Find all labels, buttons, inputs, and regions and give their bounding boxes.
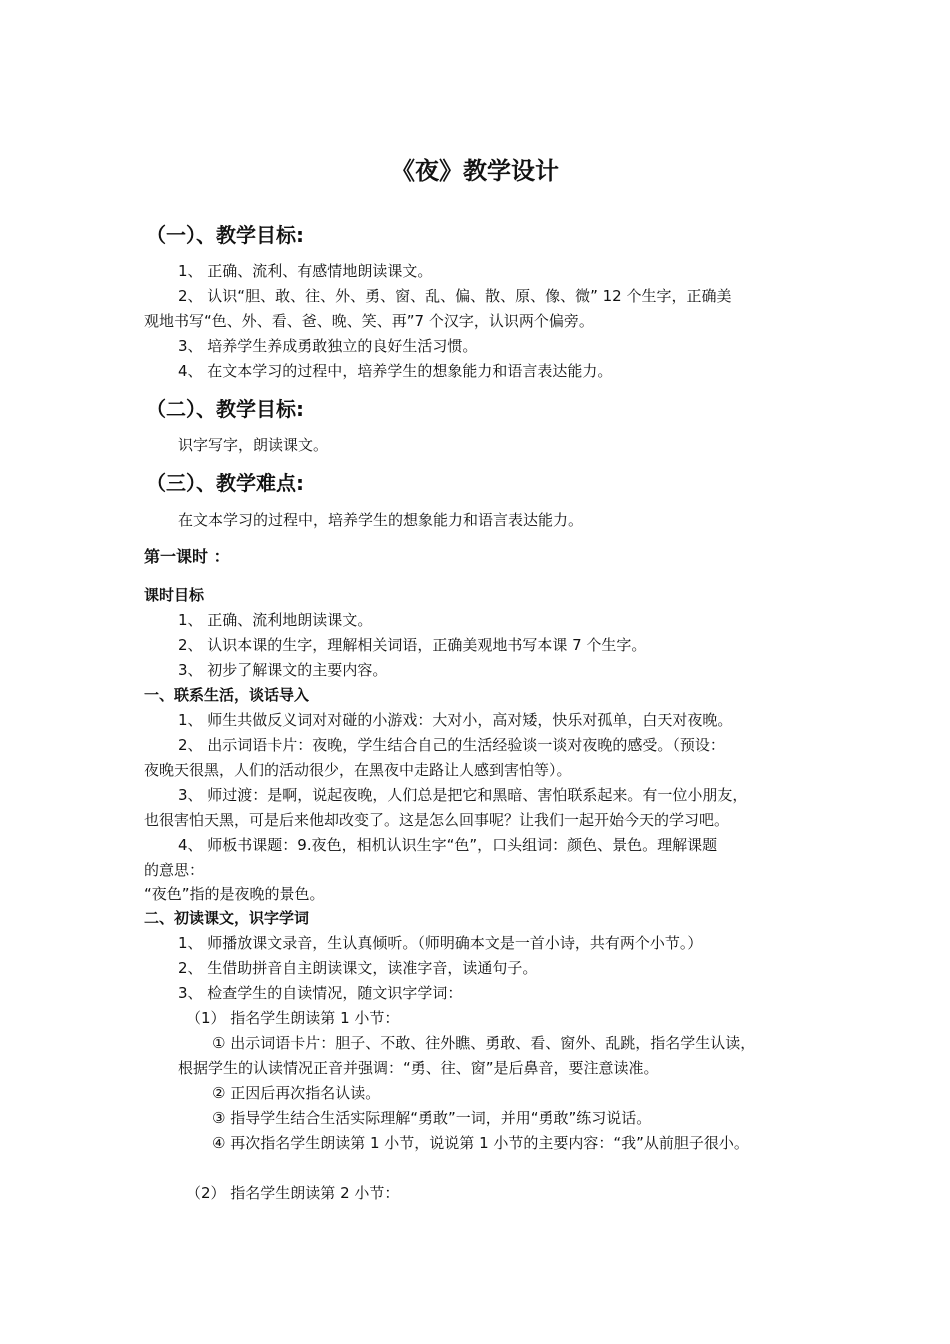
step-item: 2、 出示词语卡片：夜晚，学生结合自己的生活经验谈一谈对夜晚的感受。（预设： — [178, 736, 725, 754]
step-item: 1、 师播放课文录音，生认真倾听。（师明确本文是一首小诗，共有两个小节。） — [178, 934, 703, 952]
goal-item: 3、 培养学生养成勇敢独立的良好生活习惯。 — [178, 337, 478, 355]
step-item-continued: 夜晚天很黑，人们的活动很少，在黑夜中走路让人感到害怕等）。 — [144, 761, 572, 779]
sub-step-detail: ③ 指导学生结合生活实际理解“勇敢”一词，并用“勇敢”练习说话。 — [212, 1109, 652, 1127]
lesson-goal-item: 1、 正确、流利地朗读课文。 — [178, 611, 373, 629]
lesson-goal-item: 2、 认识本课的生字，理解相关词语，正确美观地书写本课 7 个生字。 — [178, 636, 647, 654]
sub-step-item: （1） 指名学生朗读第 1 小节： — [186, 1009, 400, 1027]
goal-item: 4、 在文本学习的过程中，培养学生的想象能力和语言表达能力。 — [178, 362, 613, 380]
lesson-goals-heading: 课时目标 — [144, 586, 205, 604]
section-heading-difficulty: （三）、教学难点: — [146, 471, 304, 495]
sub-step-detail-continued: 根据学生的认读情况正音并强调：“勇、往、窗”是后鼻音，要注意读准。 — [178, 1059, 659, 1077]
section-heading-goals-2: （二）、教学目标: — [146, 397, 304, 421]
step-item-continued: “夜色”指的是夜晚的景色。 — [144, 885, 325, 903]
sub-step-item: （2） 指名学生朗读第 2 小节： — [186, 1184, 400, 1202]
part-heading: 一、联系生活，谈话导入 — [144, 686, 310, 704]
sub-step-detail: ② 正因后再次指名认读。 — [212, 1084, 381, 1102]
step-item: 3、 检查学生的自读情况，随文识字学词： — [178, 984, 463, 1002]
step-item-continued: 的意思： — [144, 861, 205, 879]
section-text: 在文本学习的过程中，培养学生的想象能力和语言表达能力。 — [178, 511, 584, 529]
step-item: 4、 师板书课题：9.夜色，相机认识生字“色”，口头组词：颜色、景色。理解课题 — [178, 836, 718, 854]
sub-step-detail: ① 出示词语卡片：胆子、不敢、往外瞧、勇敢、看、窗外、乱跳，指名学生认读， — [212, 1034, 756, 1052]
lesson-goal-item: 3、 初步了解课文的主要内容。 — [178, 661, 388, 679]
step-item-continued: 也很害怕天黑，可是后来他却改变了。这是怎么回事呢？让我们一起开始今天的学习吧。 — [144, 811, 730, 829]
document-title: 《夜》教学设计 — [391, 157, 559, 185]
lesson-heading: 第一课时 ： — [144, 547, 230, 566]
section-text: 识字写字，朗读课文。 — [178, 436, 329, 454]
goal-item: 2、 认识“胆、敢、往、外、勇、窗、乱、偏、散、原、像、微” 12 个生字，正确美 — [178, 287, 732, 305]
part-heading: 二、初读课文，识字学词 — [144, 909, 310, 927]
goal-item: 1、 正确、流利、有感情地朗读课文。 — [178, 262, 433, 280]
step-item: 3、 师过渡：是啊，说起夜晚，人们总是把它和黑暗、害怕联系起来。有一位小朋友， — [178, 786, 748, 804]
step-item: 1、 师生共做反义词对对碰的小游戏：大对小，高对矮，快乐对孤单，白天对夜晚。 — [178, 711, 733, 729]
section-heading-goals: （一）、教学目标: — [146, 223, 304, 247]
sub-step-detail: ④ 再次指名学生朗读第 1 小节，说说第 1 小节的主要内容：“我”从前胆子很小。 — [212, 1134, 749, 1152]
step-item: 2、 生借助拼音自主朗读课文，读准字音，读通句子。 — [178, 959, 538, 977]
goal-item-continued: 观地书写“色、外、看、爸、晚、笑、再”7 个汉字，认识两个偏旁。 — [144, 312, 594, 330]
